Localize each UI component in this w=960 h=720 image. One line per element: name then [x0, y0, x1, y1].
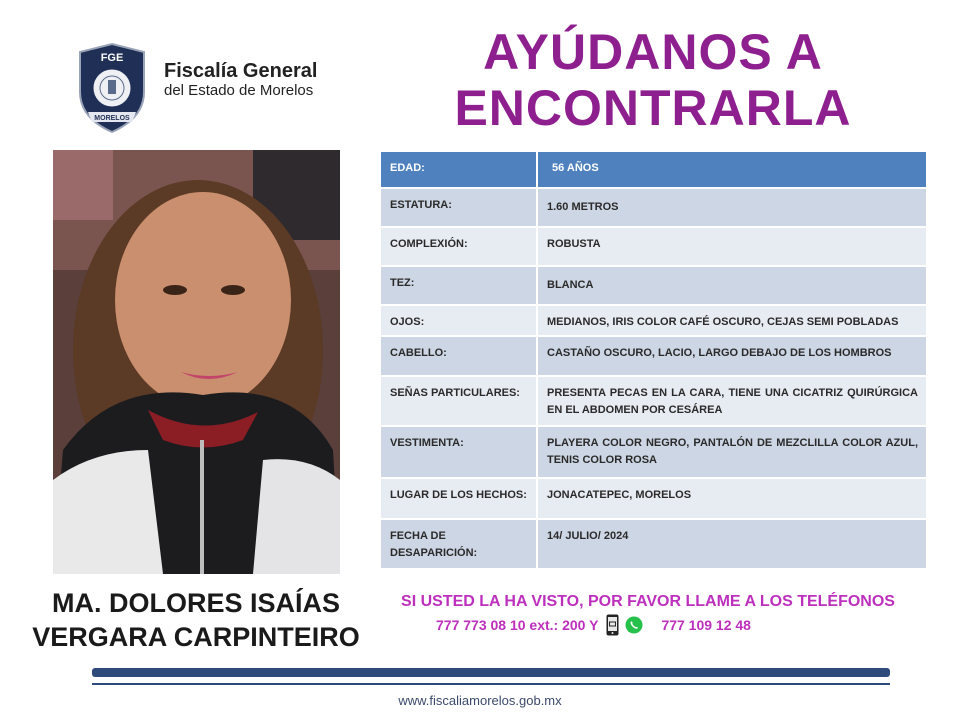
label-lugar: LUGAR DE LOS HECHOS: [381, 479, 538, 518]
value-ojos: MEDIANOS, IRIS COLOR CAFÉ OSCURO, CEJAS SEMI POBLADAS [538, 306, 926, 335]
label-estatura: ESTATURA: [381, 189, 538, 226]
label-edad: EDAD: [381, 152, 538, 187]
table-row-edad [381, 152, 926, 187]
table-row-tez [381, 267, 926, 304]
headline-line1: AYÚDANOS A [483, 24, 823, 80]
table-row-complexion [381, 228, 926, 265]
footer-divider-thick [92, 668, 890, 677]
missing-person-photo [53, 150, 340, 574]
fge-shield-logo [76, 42, 148, 134]
label-fecha: FECHA DE DESAPARICIÓN: [381, 520, 538, 568]
table-row-ojos [381, 306, 926, 335]
footer-divider-thin [92, 683, 890, 685]
label-senas: SEÑAS PARTICULARES: [381, 377, 538, 425]
table-row-vestimenta [381, 427, 926, 477]
label-cabello: CABELLO: [381, 337, 538, 375]
table-row-senas [381, 377, 926, 425]
value-tez: BLANCA [538, 267, 926, 304]
label-tez: TEZ: [381, 267, 538, 304]
label-complexion: COMPLEXIÓN: [381, 228, 538, 265]
table-row-lugar [381, 479, 926, 518]
call-to-action: SI USTED LA HA VISTO, POR FAVOR LLAME A LOS TELÉFONOS [401, 593, 895, 610]
table-row-cabello [381, 337, 926, 375]
person-name [20, 586, 372, 654]
phone-icon [606, 614, 619, 636]
value-fecha: 14/ JULIO/ 2024 [538, 520, 926, 568]
value-complexion: ROBUSTA [538, 228, 926, 265]
org-subtitle: del Estado de Morelos [164, 82, 314, 99]
label-vestimenta: VESTIMENTA: [381, 427, 538, 477]
value-vestimenta: PLAYERA COLOR NEGRO, PANTALÓN DE MEZCLILLA COLOR AZUL, TENIS COLOR ROSA [538, 427, 926, 477]
person-name-line2: VERGARA CARPINTEIRO [32, 622, 360, 652]
value-estatura: 1.60 METROS [538, 189, 926, 226]
website-link[interactable]: www.fiscaliamorelos.gob.mx [398, 693, 562, 708]
phone-number-2[interactable]: 777 109 12 48 [661, 617, 751, 633]
value-cabello: CASTAÑO OSCURO, LACIO, LARGO DEBAJO DE LOS HOMBROS [538, 337, 926, 375]
phone-number-1[interactable]: 777 773 08 10 ext.: 200 Y [436, 617, 599, 633]
value-edad: 56 AÑOS [538, 152, 926, 187]
table-row-fecha [381, 520, 926, 568]
whatsapp-icon [625, 616, 643, 634]
org-title: Fiscalía General [164, 60, 318, 82]
headline [380, 24, 926, 136]
value-senas: PRESENTA PECAS EN LA CARA, TIENE UNA CICATRIZ QUIRÚRGICA EN EL ABDOMEN POR CESÁREA [538, 377, 926, 425]
person-name-line1: MA. DOLORES ISAÍAS [51, 588, 341, 618]
table-row-estatura [381, 189, 926, 226]
phone-numbers [436, 614, 751, 636]
organization-name [164, 60, 317, 100]
logo-text: FGE [100, 52, 124, 64]
value-lugar: JONACATEPEC, MORELOS [538, 479, 926, 518]
headline-line2: ENCONTRARLA [454, 80, 852, 136]
label-ojos: OJOS: [381, 306, 538, 335]
logo-ribbon: MORELOS [94, 115, 130, 122]
